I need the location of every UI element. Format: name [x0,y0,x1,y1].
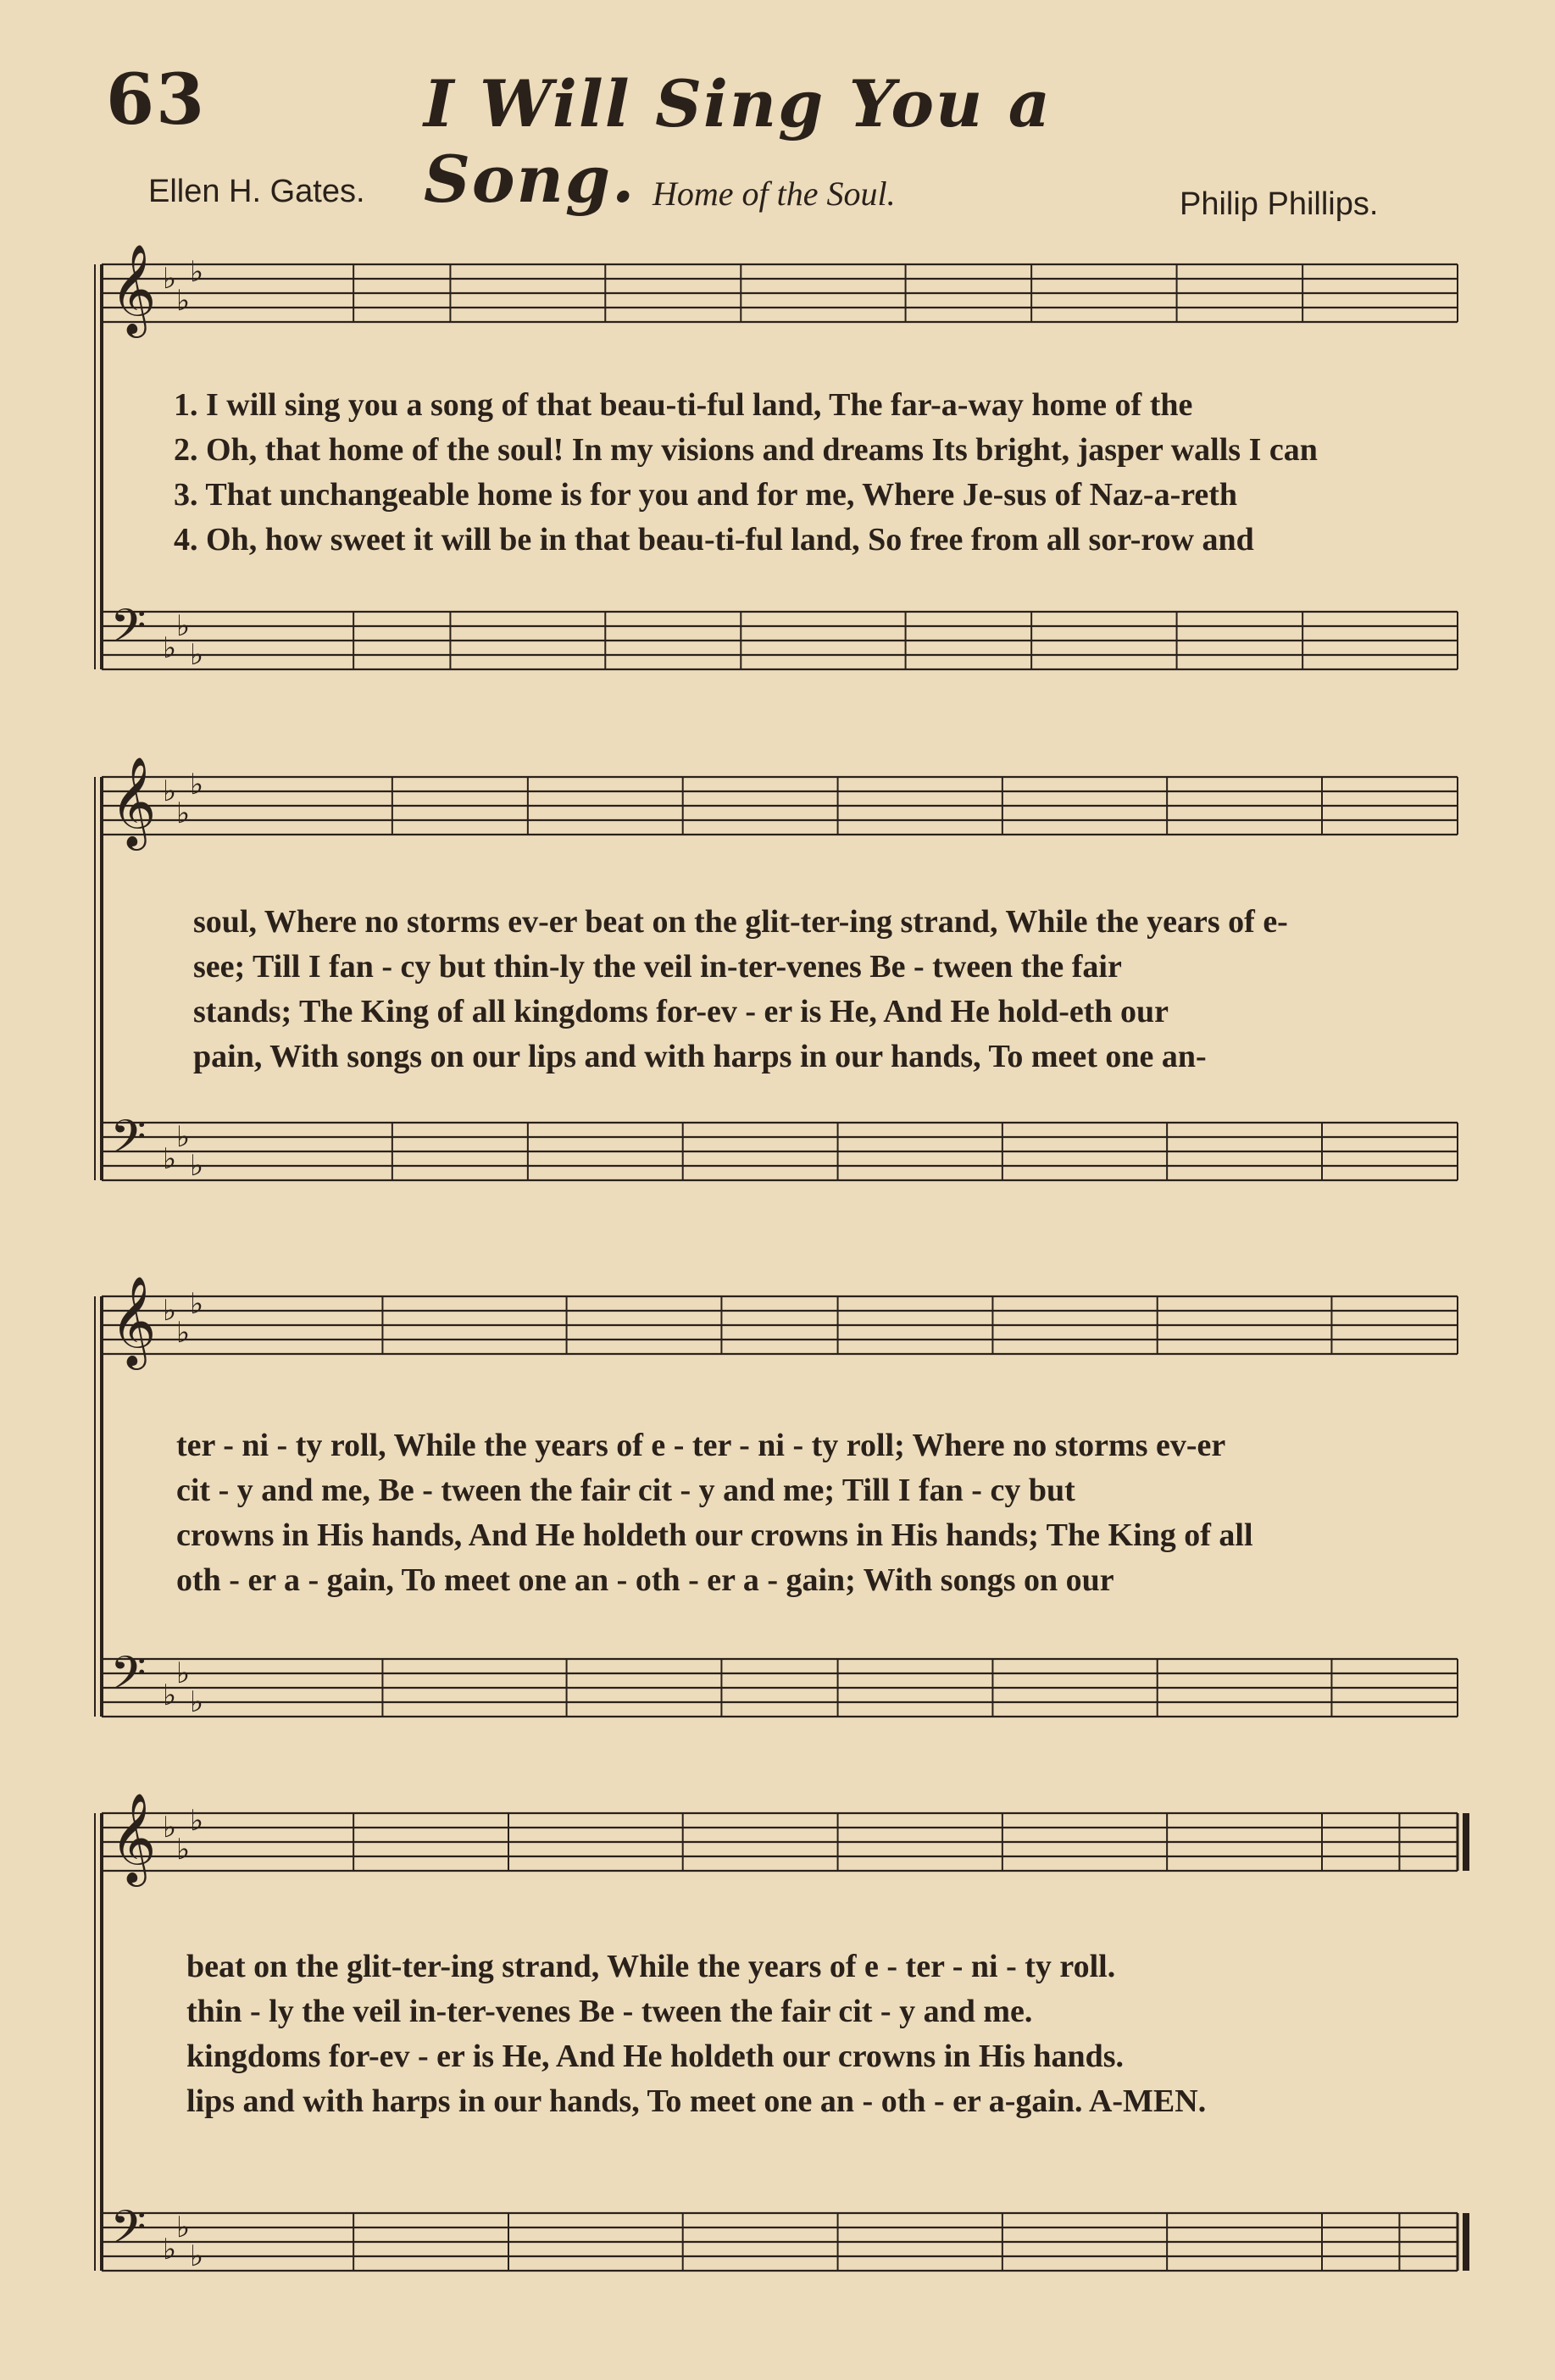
bass-clef-icon: 𝄢 [110,1646,147,1711]
flat-icon: ♭ [176,2211,191,2244]
lyric-line: crowns in His hands, And He holdeth our crowns in His hands; The King of all [176,1517,1253,1553]
flat-icon: ♭ [163,2233,177,2266]
flat-icon: ♭ [163,1811,177,1845]
flat-icon: ♭ [176,1833,191,1867]
lyric-line: thin - ly the veil in-ter-venes Be - tween the fair cit - y and me. [186,1994,1033,2029]
flat-icon: ♭ [163,631,177,665]
lyric-line: cit - y and me, Be - tween the fair cit - y and me; Till I fan - cy but [176,1473,1075,1508]
flat-icon: ♭ [190,638,204,672]
flat-icon: ♭ [176,1656,191,1690]
flat-icon: ♭ [163,1142,177,1176]
bass-clef-icon: 𝄢 [110,599,147,664]
lyric-line: 4. Oh, how sweet it will be in that beau-ti-ful land, So free from all sor-row and [174,522,1254,558]
lyric-line: ter - ni - ty roll, While the years of e - ter - ni - ty roll; Where no storms ev-er [176,1428,1226,1463]
lyric-line: pain, With songs on our lips and with harps in our hands, To meet one an- [193,1039,1207,1074]
lyric-line: stands; The King of all kingdoms for-ev - er is He, And He hold-eth our [193,994,1169,1029]
lyric-line: 1. I will sing you a song of that beau-ti-ful land, The far-a-way home of the [174,387,1193,423]
flat-icon: ♭ [163,1294,177,1328]
hymn-number: 63 [106,59,207,141]
flat-icon: ♭ [176,609,191,643]
flat-icon: ♭ [176,284,191,318]
flat-icon: ♭ [190,1804,204,1838]
flat-icon: ♭ [176,1316,191,1350]
flat-icon: ♭ [163,1678,177,1712]
treble-clef-icon: 𝄞 [110,756,157,846]
flat-icon: ♭ [190,255,204,289]
flat-icon: ♭ [163,774,177,808]
flat-icon: ♭ [163,262,177,296]
treble-clef-icon: 𝄞 [110,1792,157,1883]
treble-clef-icon: 𝄞 [110,243,157,334]
lyric-line: soul, Where no storms ev-er beat on the glit-ter-ing strand, While the years of e- [193,904,1288,940]
lyric-line: lips and with harps in our hands, To meet one an - oth - er a-gain. A-MEN. [186,2083,1207,2119]
flat-icon: ♭ [176,796,191,830]
lyric-line: see; Till I fan - cy but thin-ly the veil in-ter-venes Be - tween the fair [193,949,1122,985]
flat-icon: ♭ [190,1685,204,1719]
lyric-line: kingdoms for-ev - er is He, And He holdeth our crowns in His hands. [186,2039,1125,2074]
flat-icon: ♭ [190,2239,204,2273]
flat-icon: ♭ [190,768,204,802]
bass-clef-icon: 𝄢 [110,2200,147,2266]
lyric-line: beat on the glit-ter-ing strand, While the years of e - ter - ni - ty roll. [186,1949,1116,1984]
lyricist-credit: Ellen H. Gates. [148,174,365,209]
flat-icon: ♭ [190,1287,204,1321]
tune-name: Home of the Soul. [653,175,896,213]
composer-credit: Philip Phillips. [1180,186,1379,222]
lyrics-block-3 [176,1423,1490,1603]
hymn-title: I Will Sing You a Song. [424,66,1052,217]
treble-clef-icon: 𝄞 [110,1275,157,1366]
lyrics-block-1 [174,383,1487,563]
lyric-line: oth - er a - gain, To meet one an - oth - er a - gain; With songs on our [176,1562,1114,1598]
flat-icon: ♭ [190,1149,204,1183]
lyric-line: 2. Oh, that home of the soul! In my visions and dreams Its bright, jasper walls I can [174,432,1318,468]
lyric-line: 3. That unchangeable home is for you and for me, Where Je-sus of Naz-a-reth [174,477,1238,513]
flat-icon: ♭ [176,1120,191,1154]
lyrics-block-2 [193,900,1507,1079]
bass-clef-icon: 𝄢 [110,1110,147,1175]
lyrics-block-4 [186,1944,1500,2124]
